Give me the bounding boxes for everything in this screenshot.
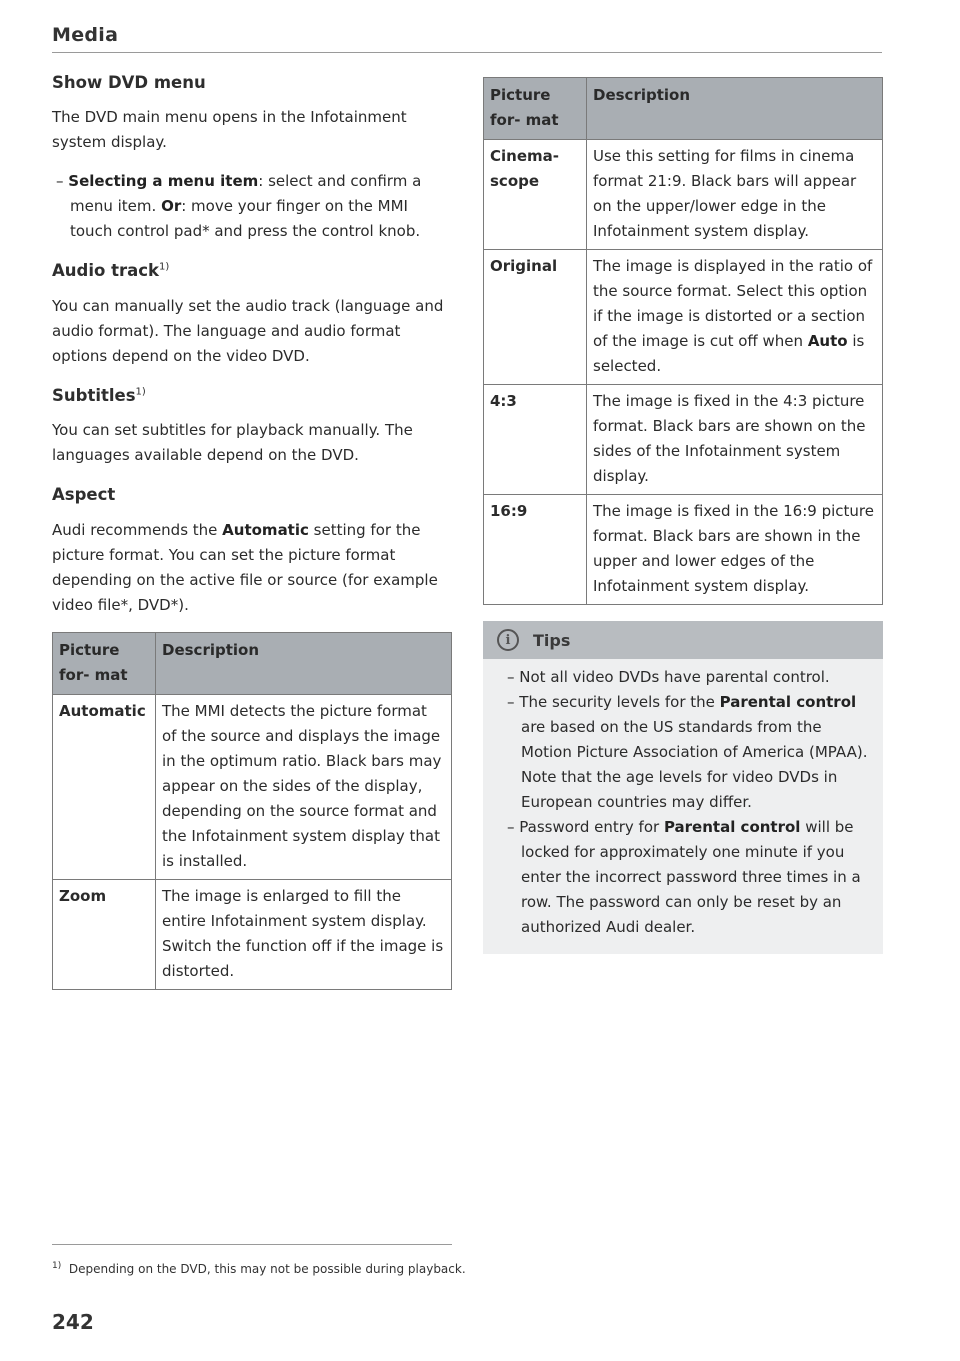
format-term: 4:3: [484, 385, 587, 495]
tips-title: Tips: [533, 630, 571, 650]
header-description: Description: [156, 632, 452, 694]
tips-body: [483, 659, 883, 940]
format-term: Original: [484, 250, 587, 385]
footnote-mark: 1): [52, 1261, 62, 1271]
header-picture-format: Picture for- mat: [53, 632, 156, 694]
format-description: The image is fixed in the 4:3 picture format. Black bars are shown on the sides of the Infotainment system display.: [587, 385, 883, 495]
format-term: Cinema- scope: [484, 140, 587, 250]
right-column: [483, 77, 883, 954]
parental-control-bold: Parental control: [663, 818, 801, 836]
table-header-row: [53, 632, 452, 694]
tip-item: – Not all video DVDs have parental control.: [507, 668, 830, 686]
tips-box: [483, 621, 883, 954]
automatic-bold: Automatic: [222, 520, 309, 539]
menu-item-text-2: : move your finger on the MMI touch control pad* and press the control knob.: [70, 197, 421, 241]
header-divider: [52, 52, 882, 53]
section-title: Media: [52, 24, 119, 46]
table-row: [53, 694, 452, 879]
format-term: 16:9: [484, 495, 587, 605]
table-row: [484, 250, 883, 385]
table-row: [53, 879, 452, 989]
parental-control-bold: Parental control: [719, 693, 857, 711]
header-picture-format: Picture for- mat: [484, 78, 587, 140]
info-icon: i: [497, 629, 519, 651]
dvd-menu-intro: The DVD main menu opens in the Infotainment system display.: [52, 108, 407, 152]
picture-format-table-left: [52, 632, 452, 990]
format-description: The image is enlarged to fill the entire Infotainment system display. Switch the function off if the image is distorted.: [156, 879, 452, 989]
audio-track-text: You can manually set the audio track (language and audio format). The language and audio format options depend on the video DVD.: [52, 296, 444, 365]
footnote-divider: [52, 1244, 452, 1245]
tip-item: – Password entry for Parental control will be locked for approximately one minute if you enter the incorrect password three times in a row. The password can only be reset by an authorized Audi dealer.: [507, 818, 861, 936]
menu-item-label: Selecting a menu item: [68, 172, 259, 191]
footnote-ref: 1): [135, 386, 146, 398]
tip-item: – The security levels for the Parental control are based on the US standards from the Motion Picture Association of America (MPAA). Note that the age levels for video DVDs in European countries may differ.: [507, 693, 868, 811]
header-description: Description: [587, 78, 883, 140]
left-column: [52, 72, 452, 1004]
page-number: 242: [52, 1310, 94, 1334]
dvd-menu-instruction: – Selecting a menu item: select and confirm a menu item. Or: move your finger on the MMI touch control pad* and press the control knob.: [56, 172, 422, 241]
format-term: Automatic: [53, 694, 156, 879]
auto-bold: Auto: [807, 332, 848, 350]
format-description: The image is fixed in the 16:9 picture format. Black bars are shown in the upper and lower edges of the Infotainment system display.: [587, 495, 883, 605]
table-row: [484, 140, 883, 250]
table-header-row: [484, 78, 883, 140]
or-label: Or: [161, 197, 182, 216]
picture-format-table-right: [483, 77, 883, 605]
format-description: The MMI detects the picture format of the source and displays the image in the optimum ratio. Black bars may appear on the sides of the display, depending on the source format and the Infotainment system display that is installed.: [156, 694, 452, 879]
footnote: [52, 1256, 476, 1279]
subtitles-heading: Subtitles$^{1)}$: [52, 385, 146, 405]
footnote-ref: 1): [158, 261, 170, 273]
format-description: The image is displayed in the ratio of the source format. Select this option if the image is distorted or a section of the image is cut off when Auto is selected.: [587, 250, 883, 385]
footnote-text: Depending on the DVD, this may not be possible during playback.: [68, 1262, 466, 1276]
table-row: [484, 385, 883, 495]
audio-track-heading: Audio track$^{1)}$: [52, 261, 170, 281]
format-term: Zoom: [53, 879, 156, 989]
tips-header: [483, 621, 883, 659]
format-description: Use this setting for films in cinema format 21:9. Black bars will appear on the upper/lower edge in the Infotainment system display.: [587, 140, 883, 250]
aspect-heading: Aspect: [52, 485, 116, 505]
menu-item-text-1: : select and confirm a menu item.: [70, 172, 422, 216]
dvd-menu-heading: Show DVD menu: [52, 73, 206, 92]
aspect-text: Audi recommends the Automatic setting for the picture format. You can set the picture format depending on the active file or source (for example video file*, DVD*).: [52, 520, 438, 614]
table-row: [484, 495, 883, 605]
subtitles-text: You can set subtitles for playback manually. The languages available depend on the DVD.: [52, 421, 413, 465]
